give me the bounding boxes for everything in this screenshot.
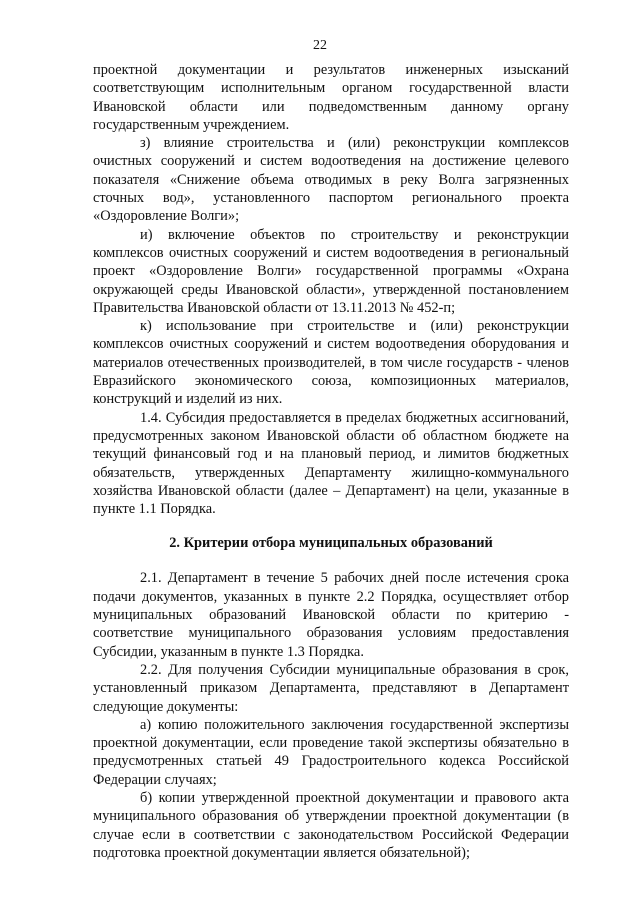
- page-body: [93, 61, 569, 862]
- paragraph-point-2-1: 2.1. Департамент в течение 5 рабочих дней после истечения срока подачи документов, указанных в пункте 2.2 Порядка, осуществляет отбор муниципальных образований Ивановской области по критерию - соответствие муниципального образования условиям предоставления Субсидии, указанным в пункте 1.3 Порядка.: [93, 570, 569, 660]
- paragraph-point-2-2: 2.2. Для получения Субсидии муниципальные образования в срок, установленный приказом Департамента, представляют в Департамент следующие документы:: [93, 661, 569, 715]
- page-number: 22: [313, 38, 327, 53]
- paragraph-item-b: б) копии утвержденной проектной документации и правового акта муниципального образования об утверждении проектной документации (в случае если в соответствии с законодательством Российской Федерации подготовка проектной документации является обязательной);: [93, 789, 569, 861]
- paragraph-item-i: и) включение объектов по строительству и реконструкции комплексов очистных сооружений и систем водоотведения в региональный проект «Оздоровление Волги» государственной программы «Охрана окружающей среды Ивановской области», утвержденной постановлением Правительства Ивановской области от 13.11.2013 № 452-п;: [93, 226, 569, 316]
- paragraph-item-z: з) влияние строительства и (или) реконструкции комплексов очистных сооружений и систем водоотведения на достижение целевого показателя «Снижение объема отводимых в реку Волга загрязненных сточных вод», установленного паспортом регионального проекта «Оздоровление Волги»;: [93, 135, 569, 225]
- paragraph-point-1-4: 1.4. Субсидия предоставляется в пределах бюджетных ассигнований, предусмотренных законом Ивановской области об областном бюджете на текущий финансовый год и на плановый период, и лимитов бюджетных обязательств, утвержденных Департаменту жилищно-коммунального хозяйства Ивановской области (далее – Департамент) на цели, указанные в пункте 1.1 Порядка.: [93, 409, 569, 518]
- section-heading: 2. Критерии отбора муниципальных образований: [169, 535, 493, 552]
- paragraph-item-k: к) использование при строительстве и (или) реконструкции комплексов очистных сооружений и систем водоотведения оборудования и материалов отечественных производителей, в том числе государств - членов Евразийского экономического союза, композиционных материалов, конструкций и изделий из них.: [93, 318, 569, 408]
- paragraph-continuation: проектной документации и результатов инженерных изысканий соответствующим исполнительным органом государственной власти Ивановской области или подведомственным данному органу государственным учреждением.: [93, 62, 569, 133]
- paragraph-item-a: а) копию положительного заключения государственной экспертизы проектной документации, если проведение такой экспертизы обязательно в предусмотренных статьей 49 Градостроительного кодекса Российской Федерации случаях;: [93, 716, 569, 788]
